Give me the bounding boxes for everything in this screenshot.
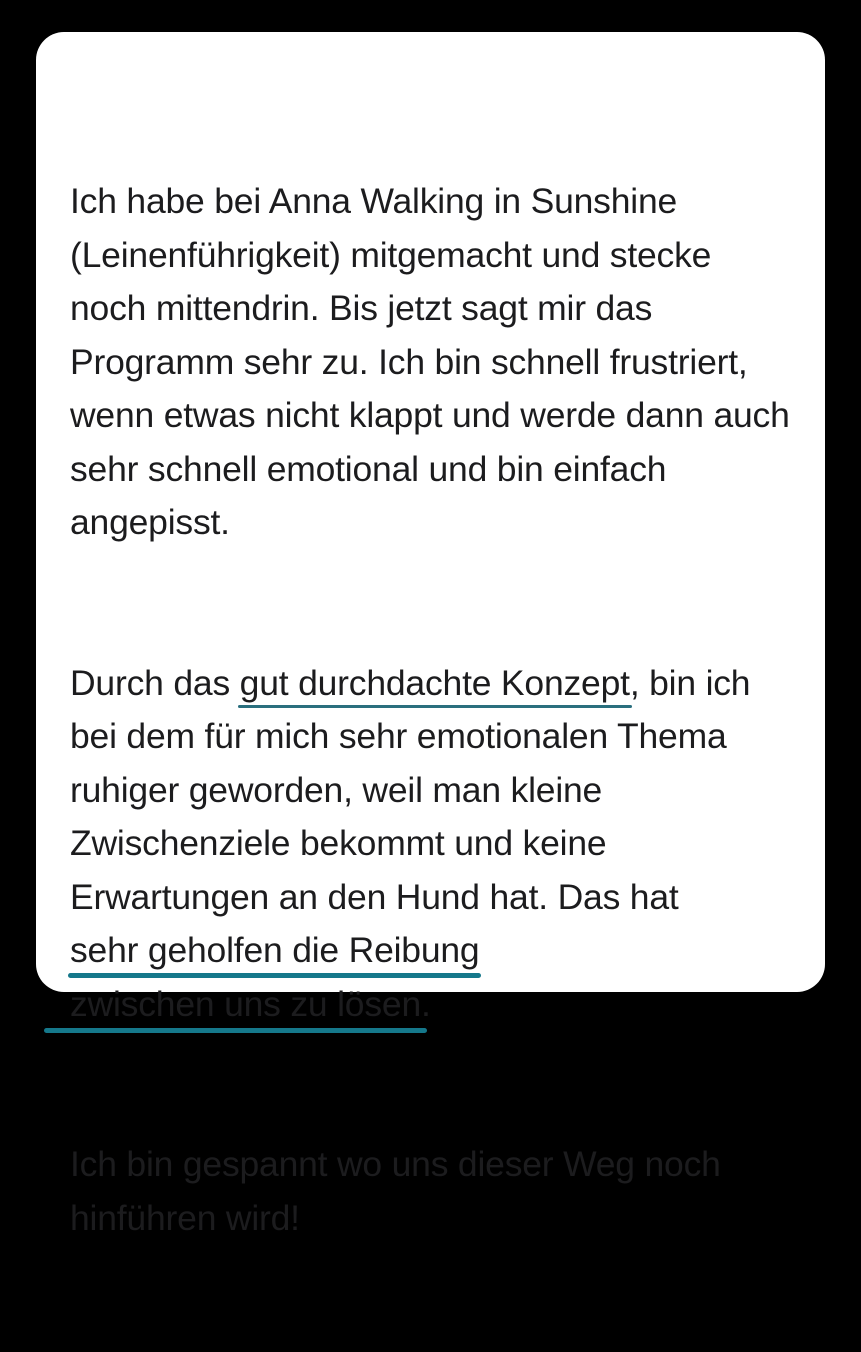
testimonial-paragraph-3: Ich bin gespannt wo uns dieser Weg noch hinführen wird! [70, 1144, 731, 1238]
highlight-gut-durchdachte-konzept: gut durchdachte Konzept [239, 662, 630, 703]
testimonial-paragraph-1: Ich habe bei Anna Walking in Sunshine (Leinenführigkeit) mitgemacht und stecke noch mittendrin. Bis jetzt sagt mir das Programm sehr zu. Ich bin schnell frustriert, wenn etwas nicht klappt und werde dann auch sehr schnell emotional und bin einfach angepisst. [70, 181, 800, 542]
paragraph-2-mid: , bin ich bei dem für mich sehr emotionalen Thema ruhiger geworden, weil man kleine Zwischenziele bekommt und keine Erwartungen an den Hund hat. Das hat [70, 662, 761, 917]
paragraph-2-space [479, 930, 489, 970]
testimonial-card [36, 32, 825, 1238]
testimonial-paragraph-2 [70, 657, 791, 1032]
highlight-sehr-geholfen-die-reibung: sehr geholfen die Reibung [70, 930, 480, 970]
highlight-zwischen-uns-zu-loesen: zwischen uns zu lösen. [70, 983, 431, 1024]
paragraph-2-lead: Durch das [70, 662, 240, 703]
testimonial-text [70, 68, 800, 1352]
